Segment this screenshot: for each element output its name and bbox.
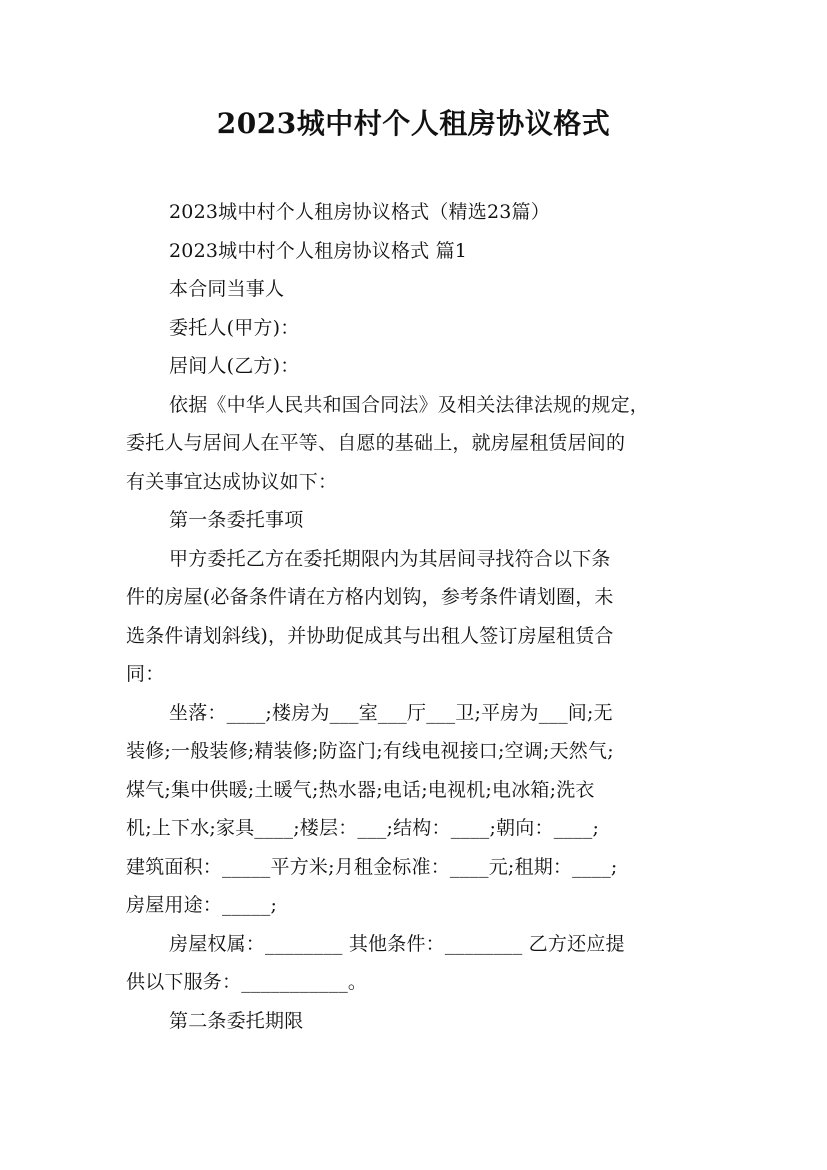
text-line: 供以下服务：___________。 <box>126 971 368 993</box>
text-line: 装修;一般装修;精装修;防盗门;有线电视接口;空调;天然气; <box>126 740 614 762</box>
text-line: 居间人(乙方)： <box>169 355 300 377</box>
text-line: 件的房屋(必备条件请在方格内划钩，参考条件请划圈，未 <box>126 586 614 608</box>
text-line: 甲方委托乙方在委托期限内为其居间寻找符合以下条 <box>169 547 611 570</box>
document-title: 2023城中村个人租房协议格式 <box>216 107 611 140</box>
text-line: 煤气;集中供暖;土暖气;热水器;电话;电视机;电冰箱;洗衣 <box>126 778 595 801</box>
text-line: 依据《中华人民共和国合同法》及相关法律法规的规定， <box>169 393 650 416</box>
text-line: 房屋权属：________ 其他条件：________ 乙方还应提 <box>169 932 625 955</box>
text-line: 委托人与居间人在平等、自愿的基础上，就房屋租赁居间的 <box>126 432 626 454</box>
text-line: 同： <box>126 663 165 685</box>
text-line: 2023城中村个人租房协议格式（精选23篇） <box>169 201 550 223</box>
text-line: 本合同当事人 <box>169 278 285 300</box>
document-body <box>126 193 708 1040</box>
text-line: 有关事宜达成协议如下： <box>126 470 338 493</box>
text-line: 坐落：____;楼房为___室___厅___卫;平房为___间;无 <box>169 701 613 724</box>
text-line: 2023城中村个人租房协议格式 篇1 <box>169 239 468 262</box>
text-line: 建筑面积：_____平方米;月租金标准：____元;租期：____; <box>126 855 618 878</box>
text-line: 第二条委托期限 <box>169 1009 304 1032</box>
text-line: 委托人(甲方)： <box>169 316 300 339</box>
text-line: 房屋用途：_____; <box>126 894 278 916</box>
text-line: 选条件请划斜线)，并协助促成其与出租人签订房屋租赁合 <box>126 624 614 647</box>
text-line: 机;上下水;家具____;楼层：___;结构：____;朝向：____; <box>126 817 600 839</box>
text-line: 第一条委托事项 <box>169 509 304 531</box>
